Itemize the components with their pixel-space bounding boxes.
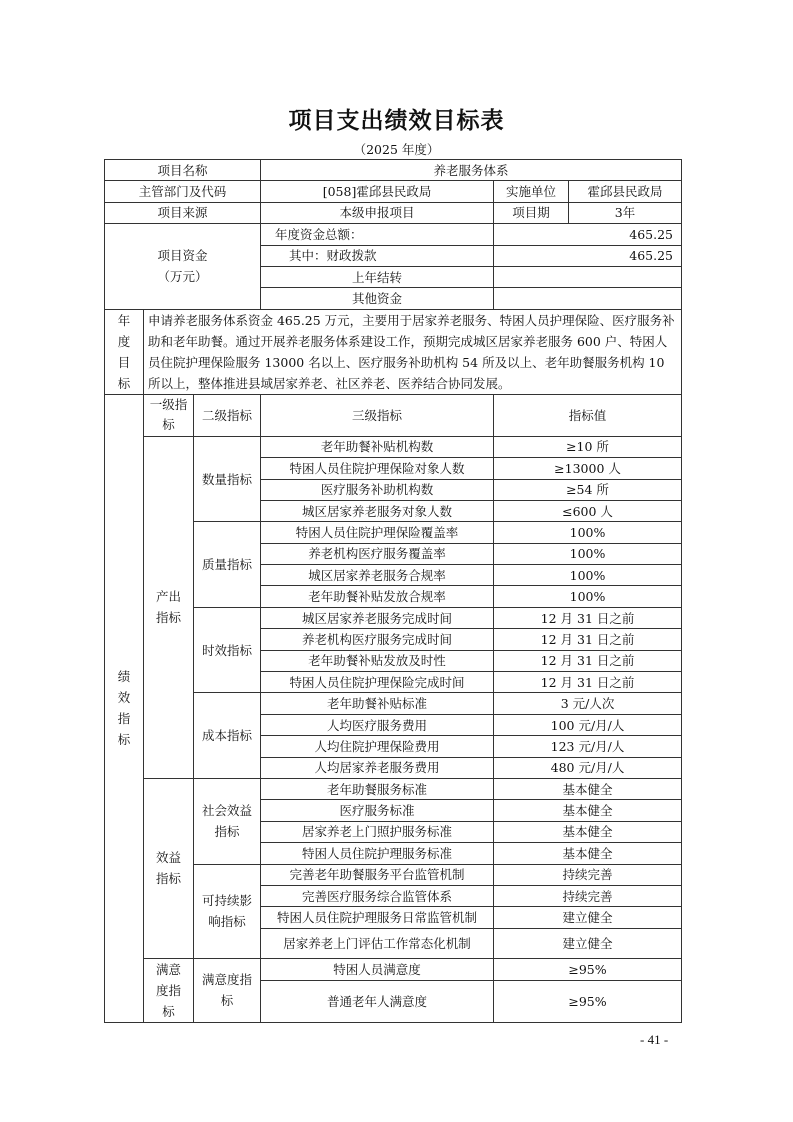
period-value: 3年 [569, 202, 682, 223]
funds-label [105, 224, 261, 310]
level3-indicator: 老年助餐服务标准 [261, 778, 494, 799]
funds-row-value [494, 288, 682, 309]
funds-row-label: 其中：财政拨款 [261, 245, 494, 266]
indicator-value: 12 月 31 日之前 [494, 650, 682, 671]
funds-row-value [494, 266, 682, 287]
indicator-value: ≤600 人 [494, 500, 682, 521]
indicator-value: 基本健全 [494, 800, 682, 821]
indicator-value: 基本健全 [494, 778, 682, 799]
indicator-value: 123 元/月/人 [494, 736, 682, 757]
indicator-value: ≥10 所 [494, 436, 682, 457]
funds-label-line1: 项目资金 [157, 248, 208, 264]
row-source [105, 202, 682, 223]
dept-value: [058]霍邱县民政局 [261, 181, 494, 202]
level3-indicator: 医疗服务标准 [261, 800, 494, 821]
level2-indicator: 质量指标 [194, 522, 261, 608]
level2-indicator: 社会效益指标 [194, 778, 261, 864]
level3-indicator: 城区居家养老服务对象人数 [261, 500, 494, 521]
funds-row-value: 465.25 [494, 245, 682, 266]
project-name-label: 项目名称 [105, 160, 261, 181]
indicator-value: ≥54 所 [494, 479, 682, 500]
level3-indicator: 老年助餐补贴发放及时性 [261, 650, 494, 671]
level3-indicator: 老年助餐补贴机构数 [261, 436, 494, 457]
impl-value: 霍邱县民政局 [569, 181, 682, 202]
level3-indicator: 老年助餐补贴发放合规率 [261, 586, 494, 607]
level1-indicator: 产出指标 [144, 436, 194, 778]
indicator-value: 基本健全 [494, 821, 682, 842]
level3-indicator: 特困人员住院护理保险覆盖率 [261, 522, 494, 543]
source-label: 项目来源 [105, 202, 261, 223]
page-subtitle: （2025 年度） [353, 142, 440, 157]
indicator-value: ≥95% [494, 958, 682, 980]
indicator-value: 持续完善 [494, 864, 682, 885]
indicator-value: 12 月 31 日之前 [494, 672, 682, 693]
goal-text: 申请养老服务体系资金 465.25 万元，主要用于居家养老服务、特困人员护理保险、医疗服务补助和老年助餐。通过开展养老服务体系建设工作，预期完成城区居家养老服务 600 户、特困人员住院护理保险服务 13000 名以上、医疗服务补助机构 54 所及以上、老年助餐服务机构 10 所以上，整体推进县域居家养老、社区养老、医养结合协同发展。 [144, 309, 682, 394]
indicator-value: ≥13000 人 [494, 458, 682, 479]
indicator-value: 480 元/月/人 [494, 757, 682, 778]
impl-label: 实施单位 [494, 181, 569, 202]
level3-indicator: 特困人员住院护理保险对象人数 [261, 458, 494, 479]
level3-indicator: 城区居家养老服务合规率 [261, 565, 494, 586]
row-funds-total [105, 224, 682, 245]
level3-indicator: 居家养老上门照护服务标准 [261, 821, 494, 842]
indicator-value: 持续完善 [494, 885, 682, 906]
indicator-value: 建立健全 [494, 907, 682, 928]
indicator-value: ≥95% [494, 980, 682, 1022]
page-number: - 41 - [640, 1032, 669, 1047]
project-name-value: 养老服务体系 [261, 160, 682, 181]
level2-indicator: 成本指标 [194, 693, 261, 779]
source-value: 本级申报项目 [261, 202, 494, 223]
row-dept [105, 181, 682, 202]
performance-target-table [104, 159, 682, 1023]
goal-label: 年 度 目 标 [105, 309, 144, 394]
indicator-value: 100% [494, 586, 682, 607]
indicator-value: 12 月 31 日之前 [494, 607, 682, 628]
level1-indicator: 满意度指标 [144, 958, 194, 1022]
level3-indicator: 医疗服务补助机构数 [261, 479, 494, 500]
level3-indicator: 完善医疗服务综合监管体系 [261, 885, 494, 906]
level1-indicator: 效益指标 [144, 778, 194, 958]
level3-indicator: 特困人员住院护理保险完成时间 [261, 672, 494, 693]
level3-indicator: 完善老年助餐服务平台监管机制 [261, 864, 494, 885]
level3-indicator: 人均住院护理保险费用 [261, 736, 494, 757]
level3-indicator: 人均医疗服务费用 [261, 714, 494, 735]
level3-indicator: 普通老年人满意度 [261, 980, 494, 1022]
indicator-value: 100% [494, 565, 682, 586]
indicator-value: 100% [494, 543, 682, 564]
level2-indicator: 可持续影响指标 [194, 864, 261, 958]
level3-indicator: 特困人员满意度 [261, 958, 494, 980]
row-project-name [105, 160, 682, 181]
level2-indicator: 满意度指标 [194, 958, 261, 1022]
level3-indicator: 居家养老上门评估工作常态化机制 [261, 928, 494, 958]
header-level1: 一级指标 [144, 394, 194, 436]
funds-row-label: 年度资金总额： [261, 224, 494, 245]
indicator-value: 建立健全 [494, 928, 682, 958]
header-value: 指标值 [494, 394, 682, 436]
level3-indicator: 城区居家养老服务完成时间 [261, 607, 494, 628]
indicator-value: 3 元/人次 [494, 693, 682, 714]
funds-label-line2: （万元） [157, 269, 208, 285]
indicator-value: 100% [494, 522, 682, 543]
indicator-value: 12 月 31 日之前 [494, 629, 682, 650]
period-label: 项目期 [494, 202, 569, 223]
level3-indicator: 特困人员住院护理服务标准 [261, 843, 494, 864]
dept-label: 主管部门及代码 [105, 181, 261, 202]
level3-indicator: 养老机构医疗服务完成时间 [261, 629, 494, 650]
header-level2: 二级指标 [194, 394, 261, 436]
header-level3: 三级指标 [261, 394, 494, 436]
row-indicator-header [105, 394, 682, 436]
funds-row-label: 其他资金 [261, 288, 494, 309]
indicator-value: 基本健全 [494, 843, 682, 864]
level3-indicator: 人均居家养老服务费用 [261, 757, 494, 778]
page-title: 项目支出绩效目标表 [288, 108, 505, 134]
level2-indicator: 时效指标 [194, 607, 261, 693]
indicator-row [105, 436, 682, 457]
indicator-value: 100 元/月/人 [494, 714, 682, 735]
indicator-row [105, 958, 682, 980]
level3-indicator: 特困人员住院护理服务日常监管机制 [261, 907, 494, 928]
funds-row-label: 上年结转 [261, 266, 494, 287]
level3-indicator: 老年助餐补贴标准 [261, 693, 494, 714]
level2-indicator: 数量指标 [194, 436, 261, 522]
row-goal [105, 309, 682, 394]
funds-row-value: 465.25 [494, 224, 682, 245]
level3-indicator: 养老机构医疗服务覆盖率 [261, 543, 494, 564]
indicator-row [105, 778, 682, 799]
indicators-section-label: 绩 效 指 标 [105, 394, 144, 1022]
